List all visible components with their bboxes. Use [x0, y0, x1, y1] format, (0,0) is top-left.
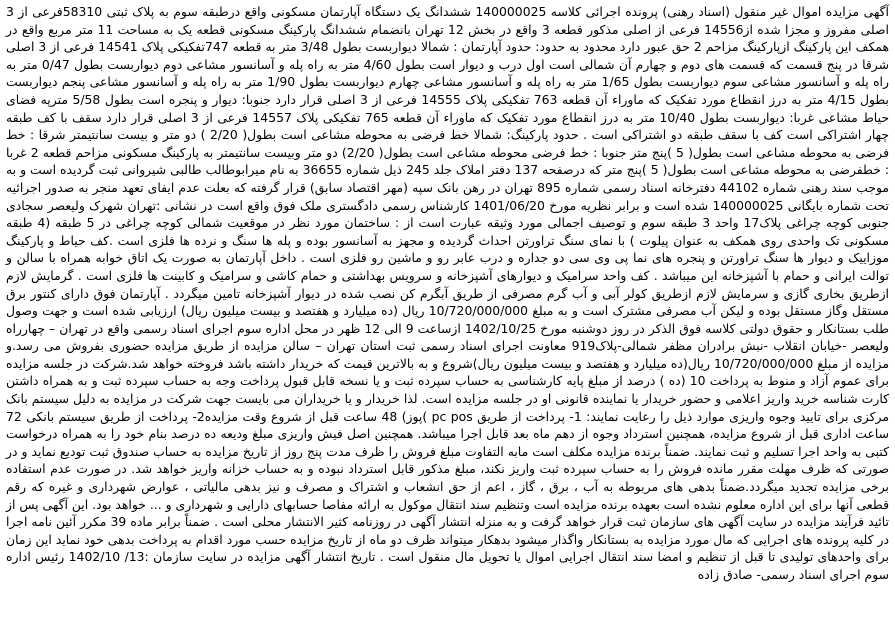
notice-body-text: آگهی مزایده اموال غیر منقول (اسناد رهنی) پرونده اجرائی کلاسه 140000025 ششدانگ یک دستگاه آپارتمان مسکونی واقع درطبقه سوم به پلاک ثبتی 58310فرعی از 3 اصلی مفروز و مجزا شده از14556 فرعی از اصلی مذکور قطعه 3 واقع در بخش 12 تهران بانضمام ششدانگ پارکینگ مسکونی قطعه یک به مساحت 11 متر مربع واقع در همکف این پارکینگ ازپارکینگ مزاحم 2 حق عبور دارد محدود به حدود: حدود آپارتمان : شمالا دیواربست بطول 3/48 متر به قطعه 747تفکیکی پلاک 14541 فرعی از 3 اصلی شرقا در پنج قسمت که قسمت های دوم و چهارم آن شمالی است اول درب و دیوار است بطول 4/60 متر به راه پله و آسانسور مشاعی دوم دیواربست بطول 0/47 متر به راه پله و آسانسور مشاعی سوم دیواربست بطول 1/65 متر به راه پله و آسانسور مشاعی چهارم دیواربست بطول 1/90 متر به راه پله و آسانسور مشاعی پنجم دیواربست بطول 4/15 متر به درز انقطاع مورد تفکیک که ماوراء آن قطعه 763 تفکیکی پلاک 14555 فرعی از 3 اصلی قرار دارد جنوبا: دیوار و پنجره است بطول 5/58 مترپه فضای حیاط مشاعی غربا: دیواربست بطول 10/40 متر به درز انقطاع مورد تفکیک که ماوراء آن قطعه 765 تفکیکی پلاک 14557 فرعی از 3 اصلی قرار دارد سقف با کف طبقه چهار اشتراکی است کف با سقف طبقه دو اشتراکی است . حدود پارکینگ: شمالا خط فرضی به محوطه مشاعی است بطول( 2/20 ) دو متر و بیست سانتیمتر شرقا : خط فرضی به محوطه مشاعی است بطول( 5 )پنج متر جنوبا : خط فرضی محوطه مشاعی است بطول( 2/20) دو متر وبیست سانتیمتر به پارکینگ مسکونی مزاحم قطعه 2 غربا : خطفرضی به محوطه مشاعی است بطول( 5 )پنج متر که درصفحه 137 دفتر املاک جلد 245 ذیل شماره 36655 به نام میرابوطالب طالبی شیروانی ثبت گردیده است و به موجب سند رهنی شماره 44102 دفترخانه اسناد رسمی شماره 895 تهران در رهن بانک سپه (مهر اقتصاد سابق) قرار گرفته که بعلت عدم ایفای تعهد منجر به صدور اجرائیه تحت شماره بایگانی 140000025 شده است و برابر نظریه مورخ 1401/06/20 کارشناس رسمی دادگستری ملک فوق واقع است در نشانی :تهران شهرک ولیعصر سجادی جنوبی کوچه چراغی پلاک17 واحد 3 طبقه سوم و توصیف اجمالی مورد وثیقه عبارت است از : ساختمان مورد نظر در موقعیت شمالی کوچه چراغی در 5 طبقه (4 طبقه مسکونی تک واحدی روی همکف به عنوان پیلوت ) با نمای سنگ تراورتن احداث گردیده و مجهز به آسانسور بوده و پله ها سنگ و نرده ها فلزی است .کف حیاط و پارکینگ موزاییک و دیوار ها سنگ تراورتن و پنجره های نما پی وی سی دو جداره و درب عابر رو و ماشین رو فلزی است . داخل آپارتمان به صورت یک اتاق خوابه همراه با سالن و توالت ایرانی و حمام با آشپزخانه این میباشد . کف واحد سرامیک و دیوارهای آشپزخانه و سرویس بهداشتی و حمام کاشی و سرامیک و کابینت ها فلزی است . گرمایش لازم ازطریق بخاری گازی و سرمایش لازم ازطریق کولر آبی و آب گرم مصرفی از طریق آبگرم کن نصب شده در دیوار آشپزخانه تامین میگردد . آپارتمان فوق دارای کنتور برق مستقل وگاز مستقل بوده و لیکن آب مصرفی مشترک است و به مبلغ 10/720/000/000 ریال (ده میلیارد و هفتصد و بیست میلیون ریال) ارزیابی شده است و جهت وصول طلب بستانکار و حقوق دولتی کلاسه فوق الذکر در روز دوشنبه مورخ 1402/10/25 ازساعت 9 الی 12 ظهر در محل اداره سوم اجرای اسناد رسمی واقع در تهران – چهارراه ولیعصر -خیابان انقلاب -نبش برادران مظفر شمالی-پلاک919 معاونت اجرای اسناد رسمی ثبت استان تهران – سالن مزایده از طریق مزایده حضوری بفروش می رسد.و مزایده از مبلغ 10/720/000/000 ریال(ده میلیارد و هفتصد و بیست میلیون ریال)شروع و به بالاترین قیمت که خریدار داشته باشد فروخته خواهد شد.شرکت در جلسه مزایده برای عموم آزاد و منوط به پرداخت 10 (ده ) درصد از مبلغ پایه کارشناسی به حساب سپرده ثبت و یا نسخه قابل قبول پرداخت وجه به حساب سپرده ثبت و به همراه داشتن کارت شناسه خرید واریز اعلامی و حضور خریدار یا نماینده قانونی او در جلسه مزایده است. لذا خریدار و یا خریداران می بایست جهت شرکت در مزایده به دلیل سیستم بانک مرکزی برای تایید وجوه واریزی موارد ذیل را رعایت نمایند: 1- پرداخت از طریق pc pos )پوز) 48 ساعت قبل از شروع وقت مزایده2- پرداخت از طریق سیستم بانکی 72 ساعت اداری قبل از شروع مزایده، همچنین استرداد وجوه از دهم ماه بعد قابل اجرا میباشد. همچنین اصل فیش واریزی مبلغ ودیعه ده درصد بنام خود را به همراه درخواست کتبی به واحد اجرا تسلیم و ثبت نمایند. ضمناً برنده مزایده مکلف است مابه التفاوت مبلغ فروش را ظرف مدت پنج روز از تاریخ مزایده به حساب صندوق ثبت تودیع نماید و در صورتی که ظرف مهلت مقرر مانده فروش را به حساب سپرده ثبت واریز نکند، مبلغ مذکور قابل استرداد نبوده و به حساب خزانه واریز خواهد شد. در صورت عدم استفاده برخی مزایده تجدید میگردد.ضمناً بدهی های مربوطه به آب ، برق ، گاز ، اعم از حق انشعاب و اشتراک و مصرف و نیز بدهی مالیاتی ، عوارض شهرداری و غیره که رقم قطعی آنها برای این اداره معلوم نشده است بعهده برنده مزایده است وتنظیم سند انتقال موکول به ارائه مفاصا حسابهای دارایی و شهرداری و ... خواهد بود. این آگهی پس از تائید فرآیند مزایده در سایت آگهی های سازمان ثبت قرار خواهد گرفت و به منزله انتشار آگهی در روزنامه کثیر الانتشار محلی است . ضمناً برابر ماده 39 مکرر آئین نامه اجرا در کلیه پرونده های اجرایی که مال مورد مزایده به بستانکار واگذار میشود بدهکار میتواند ظرف دو ماه از تاریخ مزایده حسب مورد اقدام به پرداخت بدهی خود نماید این زمان برای واحدهای تولیدی تا قبل از تنظیم و امضا سند انتقال اجرایی اموال یا تحویل مال منقول است . تاریخ انتشار آگهی مزایده در سایت سازمان :13/ 1402/10 رئیس اداره سوم اجرای اسناد رسمی- صادق زاده — [6, 4, 890, 582]
